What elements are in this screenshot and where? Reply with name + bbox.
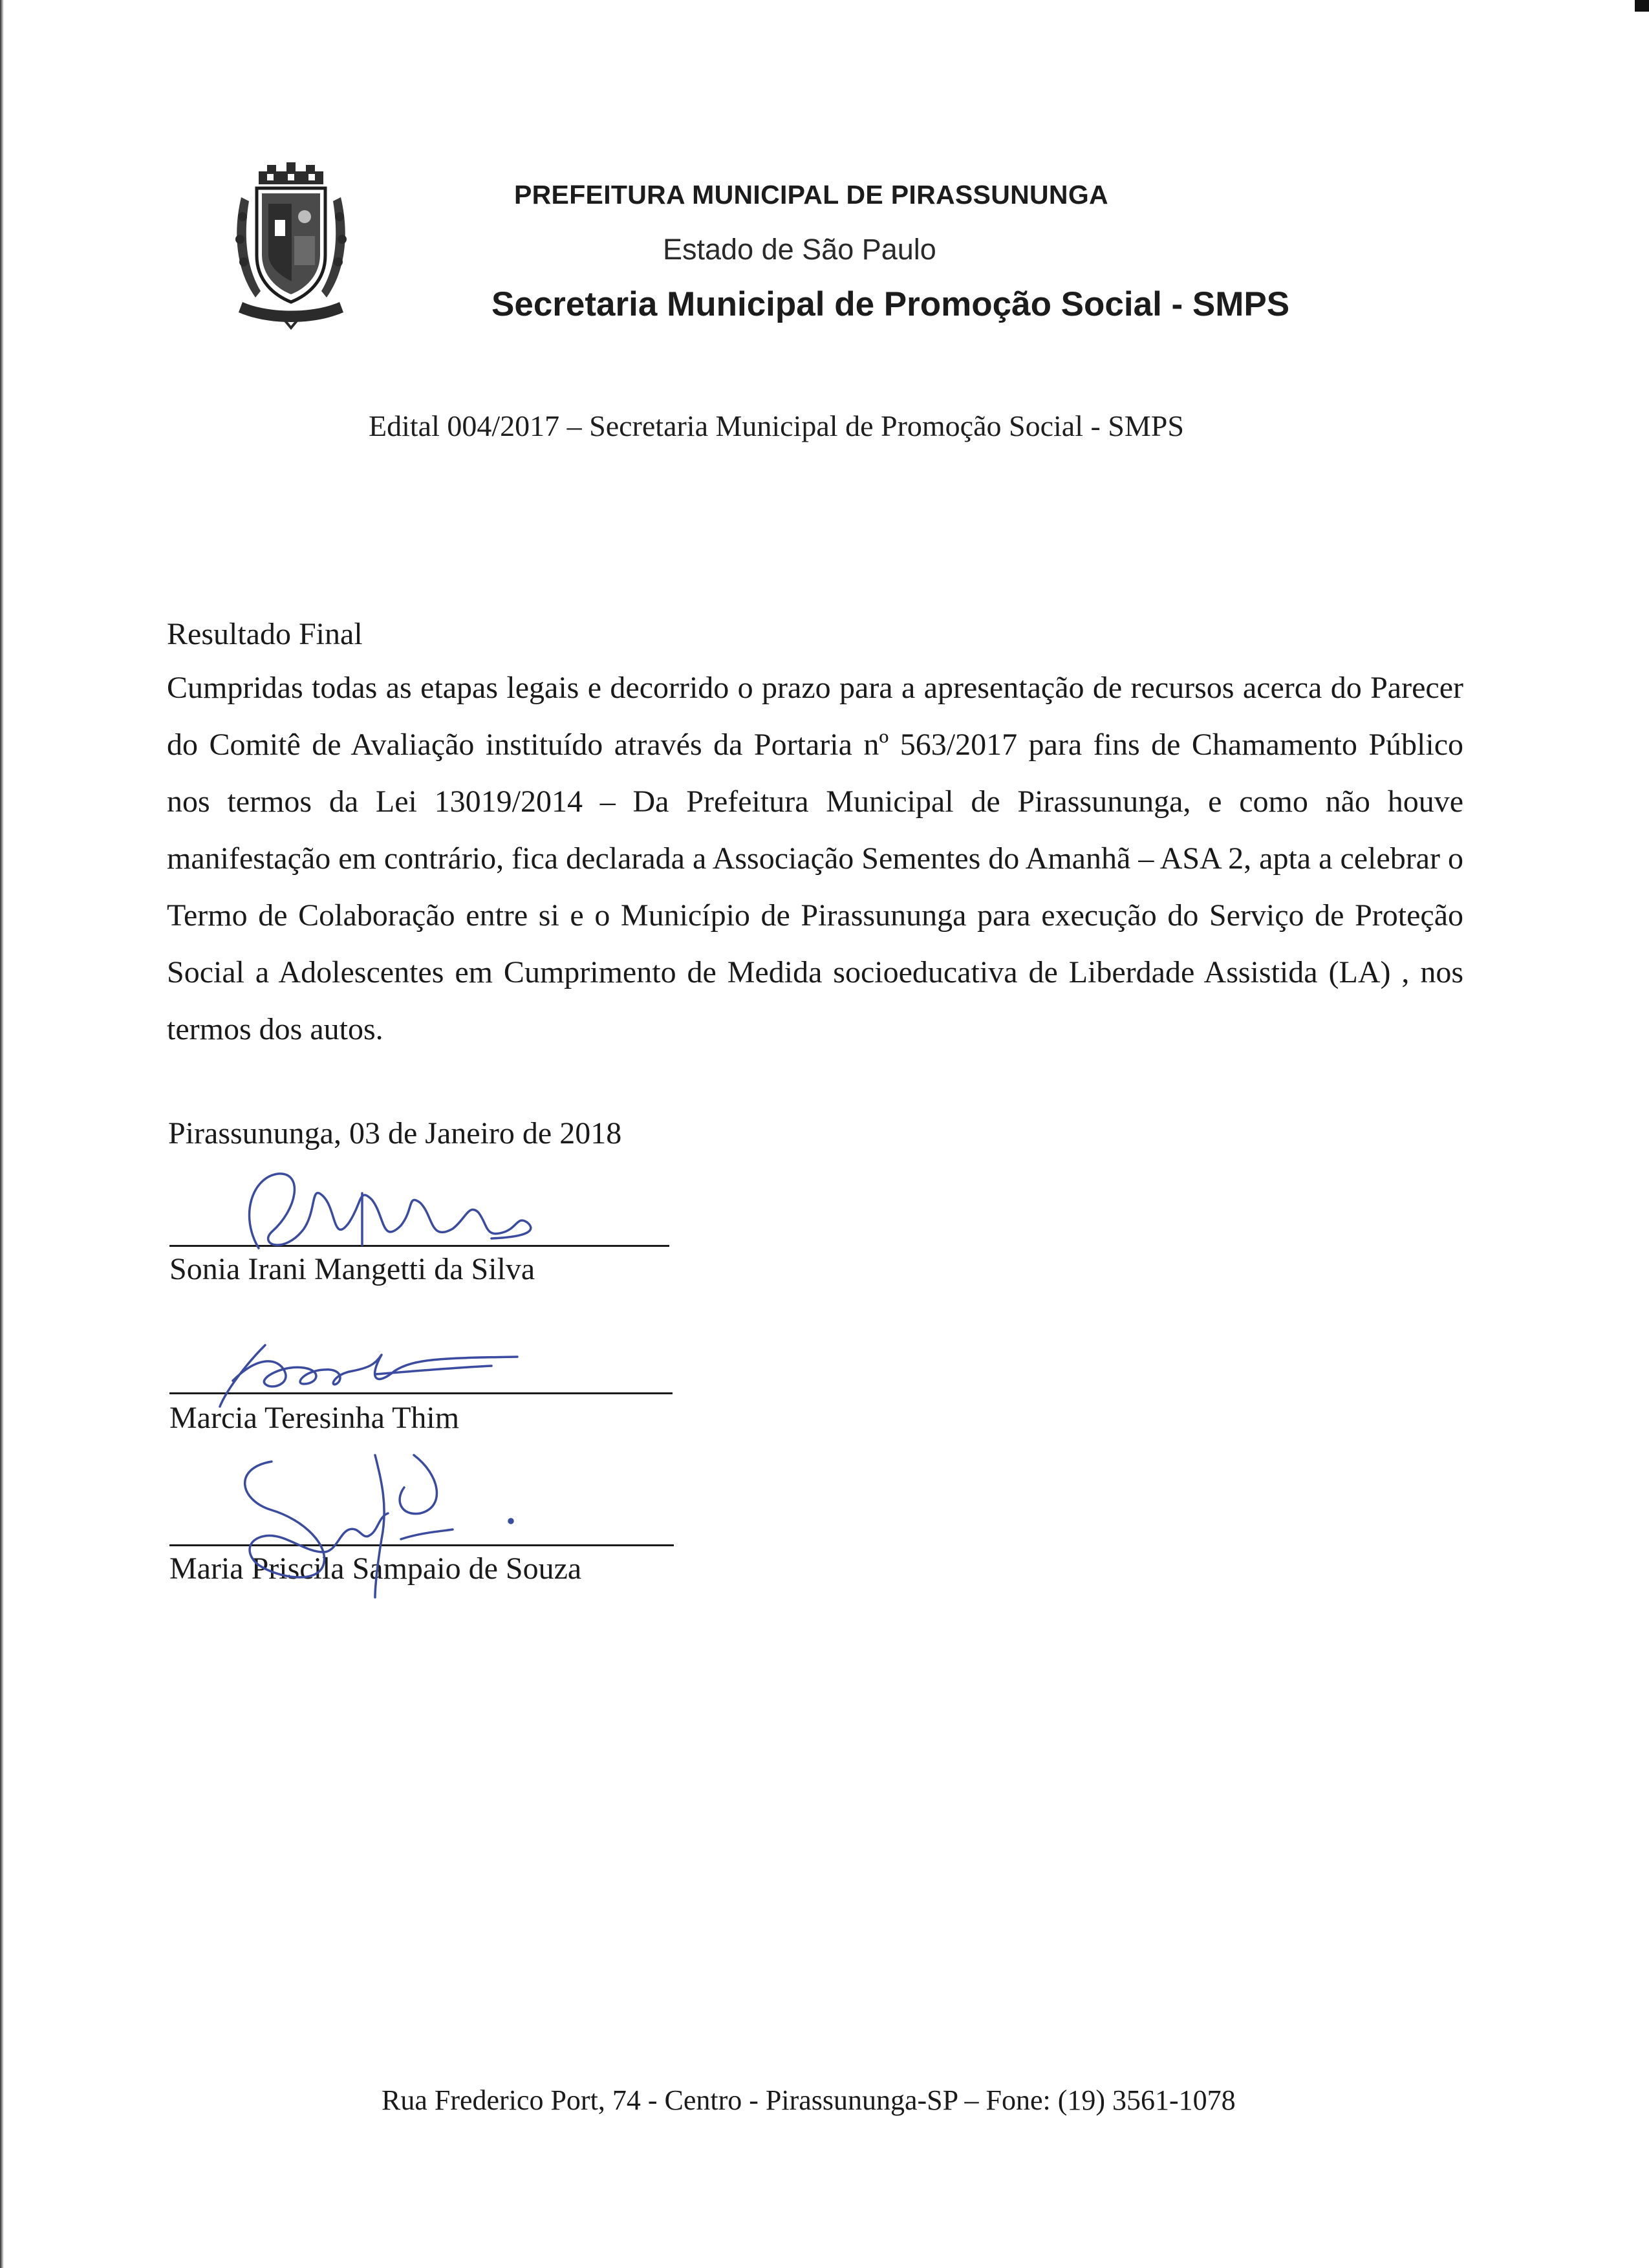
edital-title: Edital 004/2017 – Secretaria Municipal de Promoção Social - SMPS (369, 409, 1184, 442)
org-state: Estado de São Paulo (663, 233, 936, 266)
signature-line (169, 1544, 674, 1546)
signatory-name: Sonia Irani Mangetti da Silva (169, 1252, 535, 1286)
date-line: Pirassununga, 03 de Janeiro de 2018 (168, 1116, 622, 1150)
scan-edge (0, 0, 4, 2268)
footer-address: Rua Frederico Port, 74 - Centro - Pirassununga-SP – Fone: (19) 3561-1078 (382, 2084, 1236, 2116)
signature-line (169, 1245, 669, 1247)
signature-line (169, 1392, 673, 1394)
department-name: Secretaria Municipal de Promoção Social - SMPS (491, 285, 1290, 323)
section-title: Resultado Final (167, 617, 363, 651)
signature-2 (220, 1345, 517, 1407)
body-paragraph: Cumpridas todas as etapas legais e decorrido o prazo para a apresentação de recursos acerca do Parecer do Comitê de Avaliação instituído através da Portaria nº 563/2017 para fins de Chamamento Público nos termos da Lei 13019/2014 – Da Prefeitura Municipal de Pirassununga, e como não houve manifestação em contrário, fica declarada a Associação Sementes do Amanhã – ASA 2, apta a celebrar o Termo de Colaboração entre si e o Município de Pirassununga para execução do Serviço de Proteção Social a Adolescentes em Cumprimento de Medida socioeducativa de Liberdade Assistida (LA) , nos termos dos autos. (167, 671, 1463, 1046)
scan-corner-mark (1635, 0, 1649, 12)
coat-of-arms-logo (230, 158, 352, 330)
signatory-name: Marcia Teresinha Thim (169, 1401, 460, 1435)
signatory-name: Maria Priscila Sampaio de Souza (169, 1551, 582, 1586)
signature-1 (250, 1174, 531, 1248)
org-name: PREFEITURA MUNICIPAL DE PIRASSUNUNGA (514, 180, 1108, 210)
